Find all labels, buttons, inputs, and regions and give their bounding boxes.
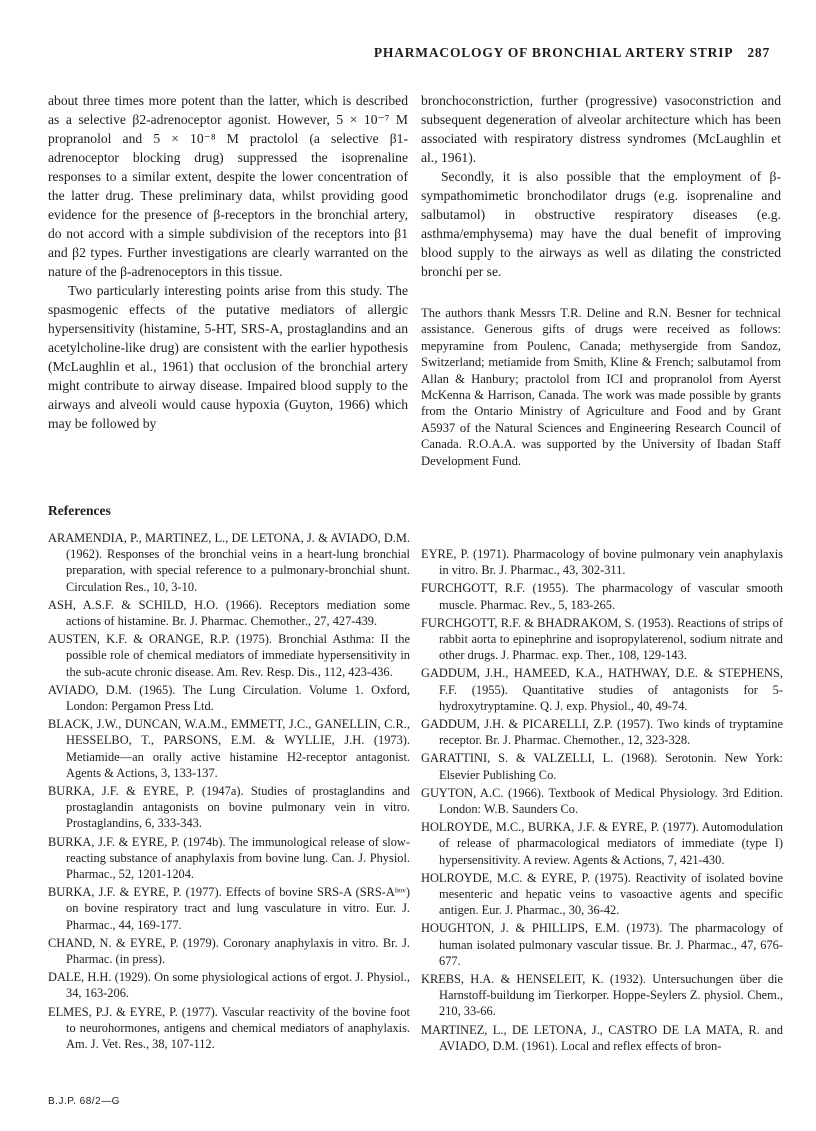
reference-item: DALE, H.H. (1929). On some physiological actions of ergot. J. Physiol., 34, 163-206. (48, 970, 410, 1001)
reference-item: ASH, A.S.F. & SCHILD, H.O. (1966). Receptors mediation some actions of histamine. Br. J. Pharmac. Chemother., 27, 427-439. (48, 597, 410, 629)
reference-item: EYRE, P. (1971). Pharmacology of bovine pulmonary vein anaphylaxis in vitro. Br. J. Pharmac., 43, 302-311. (421, 547, 783, 578)
reference-item: BURKA, J.F. & EYRE, P. (1947a). Studies of prostaglandins and prostaglandin antagonists on bovine pulmonary vein in vitro. Prostaglandins, 6, 333-343. (48, 784, 410, 831)
reference-item: BLACK, J.W., DUNCAN, W.A.M., EMMETT, J.C., GANELLIN, C.R., HESSELBO, T., PARSONS, E.M. & WYLLIE, J.H. (1973). Metiamide—an orally active histamine H2-receptor antagonist. Agents & Actions, 3, 133-137. (48, 717, 410, 780)
references-right-column (421, 546, 783, 1056)
right-body-column (421, 91, 781, 281)
references-left-column (48, 530, 410, 1054)
body-paragraph: Secondly, it is also possible that the employment of β-sympathomimetic bronchodilator drugs (e.g. isoprenaline and salbutamol) in obstructive respiratory diseases (e.g. asthma/emphysema) may have the dual benefit of improving blood supply to the airways as well as dilating the constricted bronchi per se. (421, 169, 781, 279)
body-paragraph: about three times more potent than the latter, which is described as a selective β2-adrenoceptor agonist. However, 5 × 10⁻⁷ M propranolol and 5 × 10⁻⁸ M practolol (a selective β1-adrenoceptor blocking drug) suppressed the isoprenaline responses to a similar extent, despite the lower concentration of the latter drug. These preliminary data, whilst providing good evidence for the presence of β-receptors in the bronchial artery, do not accord with a simple subdivision of the receptors into β1 and β2 types. Further investigations are clearly warranted on the nature of the β-adrenoceptors in this tissue. (48, 93, 408, 279)
left-body-column (48, 91, 408, 433)
reference-item: GADDUM, J.H., HAMEED, K.A., HATHWAY, D.E. & STEPHENS, F.F. (1955). Quantitative studies of antagonists for 5-hydroxytryptamine. Q. J. exp. Physiol., 40, 49-74. (421, 666, 783, 713)
reference-item: HOLROYDE, M.C., BURKA, J.F. & EYRE, P. (1977). Automodulation of release of pharmacological mediators of immediate (type I) hypersensitivity. A review. Agents & Actions, 7, 421-430. (421, 820, 783, 867)
reference-item: BURKA, J.F. & EYRE, P. (1977). Effects of bovine SRS-A (SRS-Aᵇᵒᵛ) on bovine respiratory tract and lung vasculature in vitro. Eur. J. Pharmac., 44, 169-177. (48, 885, 410, 932)
page-number: 287 (747, 45, 770, 60)
reference-item: ELMES, P.J. & EYRE, P. (1977). Vascular reactivity of the bovine foot to neurohormones, antigens and chemical mediators of anaphylaxis. Am. J. Vet. Res., 38, 107-112. (48, 1004, 410, 1052)
references-heading: References (48, 503, 111, 518)
reference-item: FURCHGOTT, R.F. & BHADRAKOM, S. (1953). Reactions of strips of rabbit aorta to epinephrine and isopropylaterenol, sodium nitrate and other drugs. J. Pharmac. exp. Ther., 108, 129-143. (421, 615, 783, 663)
reference-item: AUSTEN, K.F. & ORANGE, R.P. (1975). Bronchial Asthma: II the possible role of chemical mediators of immediate hypersensitivity in the sub-acute chronic disease. Am. Rev. Resp. Dis., 112, 423-436. (48, 632, 410, 679)
reference-item: AVIADO, D.M. (1965). The Lung Circulation. Volume 1. Oxford, London: Pergamon Press Ltd. (48, 682, 410, 714)
reference-item: HOLROYDE, M.C. & EYRE, P. (1975). Reactivity of isolated bovine mesenteric and hepatic veins to vasoactive agents and specific antigen. Eur. J. Pharmac., 30, 36-42. (421, 870, 783, 918)
reference-item: KREBS, H.A. & HENSELEIT, K. (1932). Untersuchungen über die Harnstoff-buildung im Tierkorper. Hoppe-Seylers Z. physiol. Chem., 210, 33-66. (421, 972, 783, 1019)
running-title: PHARMACOLOGY OF BRONCHIAL ARTERY STRIP (373, 45, 734, 60)
reference-item: GARATTINI, S. & VALZELLI, L. (1968). Serotonin. New York: Elsevier Publishing Co. (421, 751, 783, 782)
reference-item: BURKA, J.F. & EYRE, P. (1974b). The immunological release of slow-reacting substance of anaphylaxis from bovine lung. Can. J. Physiol. Pharmac., 52, 1201-1204. (48, 834, 410, 882)
running-header (0, 45, 770, 61)
body-paragraph: Two particularly interesting points arise from this study. The spasmogenic effects of the putative mediators of allergic hypersensitivity (histamine, 5-HT, SRS-A, prostaglandins and an acetylcholine-like drug) are consistent with the earlier hypothesis (McLaughlin et al., 1961) that occlusion of the bronchial artery might contribute to airway disease. Impaired blood supply to the airways and alveoli would cause hypoxia (Guyton, 1966) which may be followed by (48, 283, 408, 431)
footer-signature: B.J.P. 68/2—G (48, 1096, 120, 1107)
acknowledgement-text: The authors thank Messrs T.R. Deline and R.N. Besner for technical assistance. Generous gifts of drugs were received as follows: mepyramine from Poulenc, Canada; methysergide from Sandoz, Switzerland; metiamide from Smith, Kline & French; salbutamol from Allan & Hanbury; practolol from ICI and propranolol from Ayerst McKenna & Harrison, Canada. The work was made possible by grants from the Ontario Ministry of Agriculture and Food and by Grant A5937 of the Natural Sciences and Engineering Research Council of Canada. R.O.A.A. was supported by the University of Ibadan Staff Development Fund. (421, 306, 781, 468)
reference-item: GUYTON, A.C. (1966). Textbook of Medical Physiology. 3rd Edition. London: W.B. Saunders Co. (421, 785, 783, 817)
reference-item: FURCHGOTT, R.F. (1955). The pharmacology of vascular smooth muscle. Pharmac. Rev., 5, 183-265. (421, 581, 783, 612)
body-paragraph: bronchoconstriction, further (progressive) vasoconstriction and subsequent degeneration of alveolar architecture which has been associated with respiratory distress syndromes (McLaughlin et al., 1961). (421, 93, 781, 165)
acknowledgement (421, 305, 781, 469)
reference-item: CHAND, N. & EYRE, P. (1979). Coronary anaphylaxis in vitro. Br. J. Pharmac. (in press). (48, 935, 410, 967)
reference-item: GADDUM, J.H. & PICARELLI, Z.P. (1957). Two kinds of tryptamine receptor. Br. J. Pharmac. Chemother., 12, 323-328. (421, 717, 783, 748)
reference-item: HOUGHTON, J. & PHILLIPS, E.M. (1973). The pharmacology of human isolated pulmonary vascular tissue. Br. J. Pharmac., 47, 676-677. (421, 921, 783, 968)
reference-item: ARAMENDIA, P., MARTINEZ, L., DE LETONA, J. & AVIADO, D.M. (1962). Responses of the bronchial veins in a heart-lung bronchial preparation, with special reference to a pulmonary-bronchial shunt. Circulation Res., 10, 3-10. (48, 531, 410, 594)
reference-item: MARTINEZ, L., DE LETONA, J., CASTRO DE LA MATA, R. and AVIADO, D.M. (1961). Local and reflex effects of bron- (421, 1022, 783, 1053)
